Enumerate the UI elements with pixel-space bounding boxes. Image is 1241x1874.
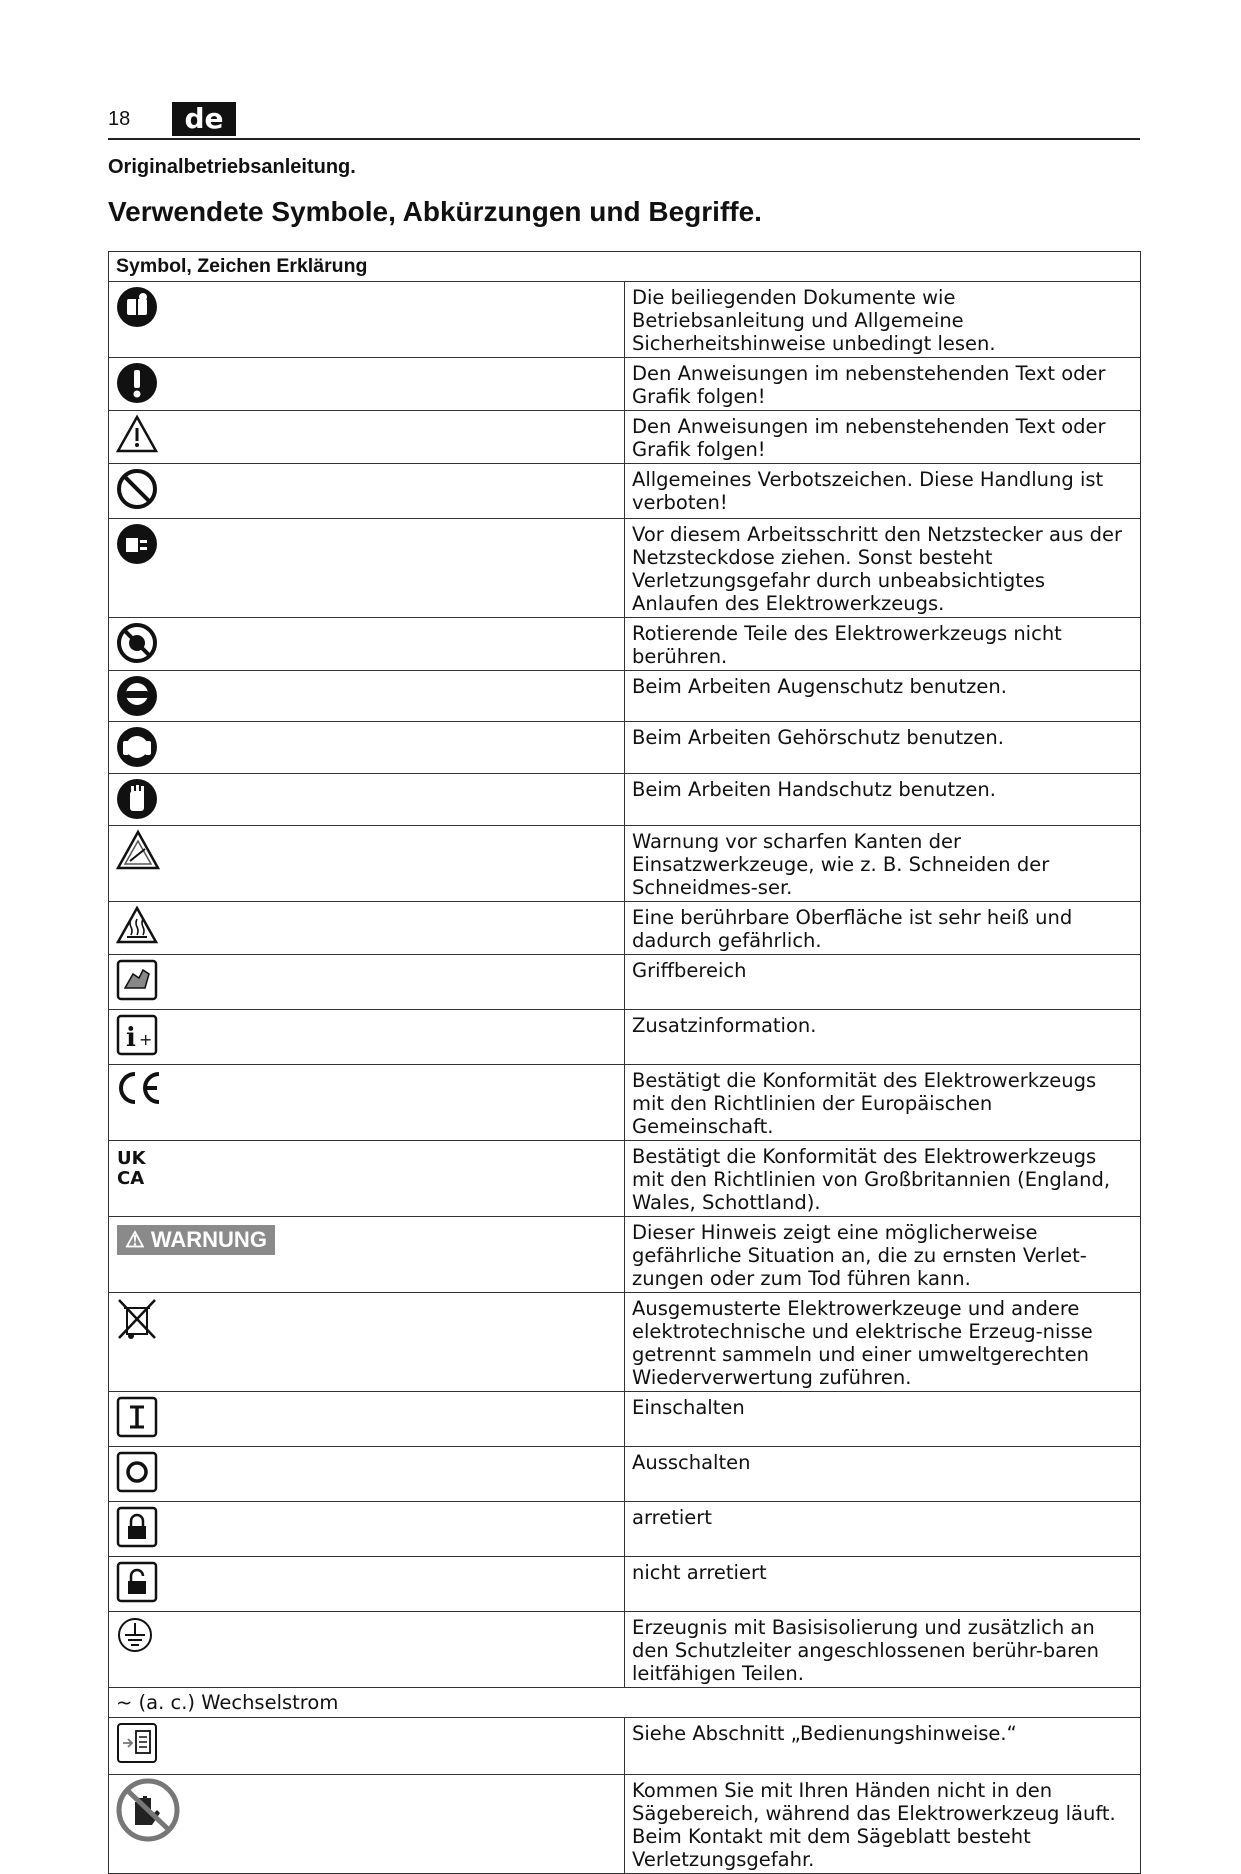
- grip-area-icon: [115, 958, 159, 1002]
- table-row: [109, 282, 1141, 358]
- row-text: nicht arretiert: [625, 1557, 1141, 1612]
- table-row: [109, 1775, 1141, 1874]
- table-row: [109, 1392, 1141, 1447]
- prohibition-icon: [115, 467, 159, 511]
- table-row: [109, 955, 1141, 1010]
- row-text: Allgemeines Verbotszeichen. Diese Handlung ist verboten!: [625, 464, 1141, 519]
- row-text: Bestätigt die Konformität des Elektrowerkzeugs mit den Richtlinien von Großbritannien (England, Wales, Schottland).: [625, 1141, 1141, 1217]
- row-text: Vor diesem Arbeitsschritt den Netzstecker aus der Netzsteckdose ziehen. Sonst besteht Verletzungsgefahr durch unbeabsichtigtes Anlaufen des Elektrowerkzeugs.: [625, 519, 1141, 618]
- row-text: Den Anweisungen im nebenstehenden Text oder Grafik folgen!: [625, 358, 1141, 411]
- unplug-icon: [115, 522, 159, 566]
- weee-bin-icon: [115, 1296, 159, 1342]
- row-text: Zusatzinformation.: [625, 1010, 1141, 1065]
- page-number: 18: [108, 108, 131, 130]
- glove-icon: [115, 777, 159, 821]
- table-row: [109, 722, 1141, 774]
- table-row: [109, 774, 1141, 826]
- page-title: Verwendete Symbole, Abkürzungen und Begriffe.: [108, 196, 762, 227]
- table-row: [109, 464, 1141, 519]
- row-text: Die beiliegenden Dokumente wie Betriebsanleitung und Allgemeine Sicherheitshinweise unbedingt lesen.: [625, 282, 1141, 358]
- row-text: Bestätigt die Konformität des Elektrowerkzeugs mit den Richtlinien der Europäischen Gemeinschaft.: [625, 1065, 1141, 1141]
- power-off-icon: [115, 1450, 159, 1494]
- table-row: [109, 1502, 1141, 1557]
- no-hands-icon: [115, 1778, 181, 1842]
- table-header: Symbol, Zeichen Erklärung: [109, 252, 1141, 282]
- table-row: [109, 519, 1141, 618]
- table-row: [109, 1557, 1141, 1612]
- warning-badge: ⚠ WARNUNG: [117, 1225, 275, 1255]
- row-text: Siehe Abschnitt „Bedienungshinweise.“: [625, 1718, 1141, 1775]
- table-row: [109, 411, 1141, 464]
- row-text: Warnung vor scharfen Kanten der Einsatzwerkzeuge, wie z. B. Schneiden der Schneidmes-ser.: [625, 826, 1141, 902]
- no-touch-rotating-icon: [115, 621, 159, 665]
- locked-icon: [115, 1505, 159, 1549]
- row-text: Griffbereich: [625, 955, 1141, 1010]
- table-row: [109, 1293, 1141, 1392]
- sharp-edge-warning-icon: [115, 829, 161, 871]
- row-text: Beim Arbeiten Gehörschutz benutzen.: [625, 722, 1141, 774]
- symbols-table: [108, 251, 1141, 1874]
- ukca-mark-icon: [115, 1144, 155, 1188]
- table-row: [109, 1010, 1141, 1065]
- table-row: [109, 671, 1141, 722]
- table-row: [109, 1718, 1141, 1775]
- svg-text:+: +: [139, 1030, 153, 1049]
- row-text: Den Anweisungen im nebenstehenden Text oder Grafik folgen!: [625, 411, 1141, 464]
- row-text: arretiert: [625, 1502, 1141, 1557]
- mandatory-exclamation-icon: [115, 361, 159, 405]
- language-badge: de: [172, 102, 236, 136]
- hot-surface-icon: [115, 905, 159, 945]
- table-row: [109, 1447, 1141, 1502]
- row-text: Einschalten: [625, 1392, 1141, 1447]
- table-row: [109, 1217, 1141, 1293]
- row-text: Eine berührbare Oberfläche ist sehr heiß und dadurch gefährlich.: [625, 902, 1141, 955]
- table-row: [109, 1612, 1141, 1688]
- table-header-row: [109, 252, 1141, 282]
- unlocked-icon: [115, 1560, 159, 1604]
- eye-protection-icon: [115, 674, 159, 718]
- row-text-full: ~ (a. c.) Wechselstrom: [109, 1688, 1141, 1718]
- row-text: Rotierende Teile des Elektrowerkzeugs nicht berühren.: [625, 618, 1141, 671]
- table-row: [109, 1065, 1141, 1141]
- table-row: [109, 902, 1141, 955]
- svg-text:CA: CA: [117, 1168, 145, 1188]
- read-manual-icon: [115, 285, 159, 329]
- row-text: Ausgemusterte Elektrowerkzeuge und andere elektrotechnische und elektrische Erzeug-nisse getrennt sammeln und einer umweltgerechten Wiederverwertung zuführen.: [625, 1293, 1141, 1392]
- info-plus-icon: [115, 1013, 159, 1057]
- svg-text:i: i: [126, 1023, 136, 1053]
- row-text: Dieser Hinweis zeigt eine möglicherweise gefährliche Situation an, die zu ernsten Verlet-zungen oder zum Tod führen kann.: [625, 1217, 1141, 1293]
- warning-triangle-icon: [115, 414, 159, 454]
- power-on-icon: [115, 1395, 159, 1439]
- table-row: [109, 358, 1141, 411]
- see-section-icon: [115, 1721, 159, 1765]
- row-text: Kommen Sie mit Ihren Händen nicht in den Sägebereich, während das Elektrowerkzeug läuft. Beim Kontakt mit dem Sägeblatt besteht Verletzungsgefahr.: [625, 1775, 1141, 1874]
- row-text: Erzeugnis mit Basisisolierung und zusätzlich an den Schutzleiter angeschlossenen berühr-baren leitfähigen Teilen.: [625, 1612, 1141, 1688]
- svg-text:UK: UK: [117, 1148, 146, 1169]
- protective-earth-icon: [115, 1615, 155, 1655]
- table-row: [109, 826, 1141, 902]
- table-row: [109, 618, 1141, 671]
- ear-protection-icon: [115, 725, 159, 769]
- row-text: Beim Arbeiten Augenschutz benutzen.: [625, 671, 1141, 722]
- ce-mark-icon: [115, 1068, 165, 1108]
- page-header: [108, 100, 1140, 140]
- document-subtitle: Originalbetriebsanleitung.: [108, 156, 356, 178]
- row-text: Beim Arbeiten Handschutz benutzen.: [625, 774, 1141, 826]
- row-text: Ausschalten: [625, 1447, 1141, 1502]
- table-row: [109, 1141, 1141, 1217]
- table-row: [109, 1688, 1141, 1718]
